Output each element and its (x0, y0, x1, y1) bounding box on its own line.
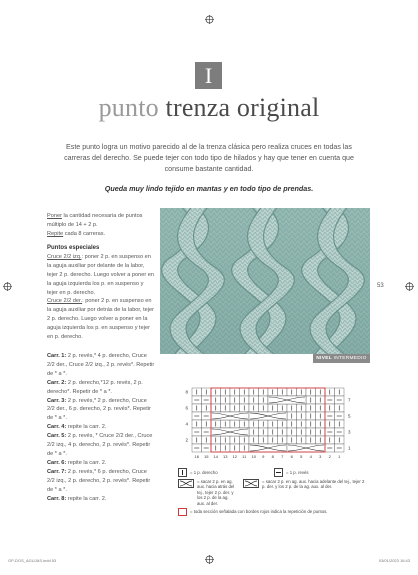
chart-column-label: 8 (271, 454, 274, 459)
chart-row-label-right: 5 (348, 413, 351, 419)
row-label: Carr. 3: (47, 397, 67, 404)
chart-row-label-right: 1 (348, 445, 351, 451)
row-text: repite la carr. 2. (66, 495, 107, 502)
row-6 (47, 459, 155, 468)
intro-paragraph: Este punto logra un motivo parecido al de la trenza clásica pero realiza cruces en todas las carreras del derecho. Se puede tejer con todo tipo de hilados y hay que tener en cuenta que consume bastante cantidad. (64, 143, 354, 173)
knit-symbol-icon (178, 468, 187, 477)
chart-row-label-left: 4 (185, 421, 188, 427)
legend-cruce-der (243, 479, 368, 506)
legend-derecho-text: = 1 p. derecho (190, 469, 218, 475)
stitch-chart (178, 385, 358, 470)
legend-derecho (178, 468, 266, 477)
purl-symbol-icon (274, 468, 283, 477)
knit-sample-photo (160, 208, 370, 354)
chart-row-label-left: 8 (185, 389, 188, 395)
chart-column-label: 2 (328, 454, 331, 459)
chart-row-label-right: 7 (348, 397, 351, 403)
page-number: 53 (377, 283, 384, 289)
legend-repeat-text: = toda sección señalada con bordes rojos indica la repetición de puntos. (190, 509, 328, 515)
repetir-word: Repite (47, 230, 64, 237)
repeat-box-icon (178, 508, 187, 516)
cruce-izq-text: : poner 2 p. en suspenso en la aguja auxiliar por delante de la labor, tejer 2 p. derecho. Luego volver a poner en la aguja izquierda los p. en suspenso y tejer en p. derecho. (47, 253, 154, 296)
row-7 (47, 468, 155, 495)
registration-mark-right (405, 282, 414, 291)
row-label: Carr. 8: (47, 495, 67, 502)
setup-instructions (47, 212, 155, 239)
level-value: INTERMEDIO (333, 356, 367, 361)
montar-word: Poner (47, 213, 62, 219)
row-text: repite la carr. 2. (66, 459, 107, 466)
legend-cruce-izq-text: = sacar 2 p. en ag. aux. hacia atrás del tej., tejer 2 p. der. y los 2 p. de la ag. aux. al der. (197, 479, 235, 506)
chart-column-label: 3 (319, 454, 322, 459)
chart-row-label-left: 2 (185, 437, 188, 443)
legend-cruce-der-text: = sacar 2 p. en ag. aux. hacia adelante del tej., tejer 2 p. der. y los 2 p. de la ag. aux. al der. (262, 479, 365, 490)
row-4 (47, 423, 155, 432)
row-text: 2 p. revés,* 2 p. derecho, Cruce 2/2 der., 6 p. derecho, 2 p. revés*. Repetir de * a *. (47, 397, 151, 422)
legend-reves-text: = 1 p. revés (286, 469, 309, 475)
chart-column-label: 13 (223, 454, 228, 459)
row-8 (47, 495, 155, 504)
legend-cruce-izq (178, 479, 235, 506)
chart-row-label-left: 6 (185, 405, 188, 411)
row-label: Carr. 1: (47, 353, 67, 359)
chart-column-label: 4 (309, 454, 312, 459)
row-2 (47, 379, 155, 397)
registration-mark-left (3, 282, 12, 291)
row-5 (47, 432, 155, 459)
legend-reves (274, 468, 309, 477)
special-stitches (47, 244, 155, 342)
cable-left-symbol-icon (178, 479, 194, 488)
chart-column-label: 12 (232, 454, 237, 459)
footer-date: 03/01/2023 16:43 (378, 558, 410, 563)
cruce-izq-name: Cruce 2/2 izq. (47, 253, 82, 260)
row-text: repite la carr. 2. (66, 424, 107, 431)
chart-legend (178, 468, 368, 516)
row-instructions (47, 352, 155, 503)
special-heading: Puntos especiales (47, 245, 100, 251)
chart-column-label: 7 (281, 454, 284, 459)
repetir-text: cada 8 carreras. (63, 230, 106, 237)
registration-mark-top (205, 15, 214, 24)
registration-mark-bottom (205, 555, 214, 564)
row-text: 2 p. revés,* 4 p. derecho, Cruce 2/2 der., Cruce 2/2 izq., 2 p. revés*. Repetir de * a *. (47, 353, 155, 377)
chart-column-label: 10 (251, 454, 256, 459)
chart-column-label: 15 (204, 454, 209, 459)
cruce-der-text: : poner 2 p. en suspenso en la aguja auxiliar por detrás de la labor, tejer 2 p. derecho. Luego volver a poner en la aguja izquierda los p. en suspenso y tejer en p. derecho. (47, 298, 154, 341)
cruce-der-name: Cruce 2/2 der. (47, 298, 83, 305)
level-badge (313, 354, 370, 363)
chart-column-label: 9 (262, 454, 265, 459)
row-1 (47, 352, 155, 379)
montar-text: la cantidad necesaria de puntos múltiplo de 14 + 2 p. (47, 213, 143, 228)
row-label: Carr. 5: (47, 433, 67, 440)
chart-column-label: 14 (213, 454, 218, 459)
page-title (0, 93, 418, 123)
footer-file: GP-DOS_AGUJAS.indd 53 (8, 558, 57, 563)
legend-repeat (178, 508, 368, 516)
title-part-dark: trenza original (165, 93, 320, 122)
chart-column-label: 5 (300, 454, 303, 459)
row-text: 2 p. revés, * Cruce 2/2 der., Cruce 2/2 izq., 4 p. derecho, 2 p. revés*. Repetir de * a *. (47, 433, 153, 457)
tagline: Queda muy lindo tejido en mantas y en todo tipo de prendas. (104, 184, 314, 193)
title-part-light: punto (98, 93, 159, 122)
cable-right-symbol-icon (243, 479, 259, 488)
row-text: 2 p. revés,* 6 p. derecho, Cruce 2/2 izq., 2 p. derecho, 2 p. revés*. Repetir de * a *. (47, 468, 151, 493)
row-label: Carr. 6: (47, 459, 67, 466)
chapter-number-box: I (195, 62, 222, 89)
chart-column-label: 1 (338, 454, 341, 459)
row-label: Carr. 4: (47, 424, 67, 431)
row-label: Carr. 7: (47, 468, 67, 475)
row-label: Carr. 2: (47, 379, 67, 386)
row-text: 2 p. derecho,*12 p. revés, 2 p. derecho*. Repetir de * a *. (47, 379, 143, 395)
level-label: NIVEL (316, 356, 332, 361)
chart-row-label-right: 3 (348, 429, 351, 435)
row-3 (47, 397, 155, 424)
chart-column-label: 16 (194, 454, 199, 459)
chart-column-label: 11 (242, 454, 247, 459)
chart-column-label: 6 (290, 454, 293, 459)
